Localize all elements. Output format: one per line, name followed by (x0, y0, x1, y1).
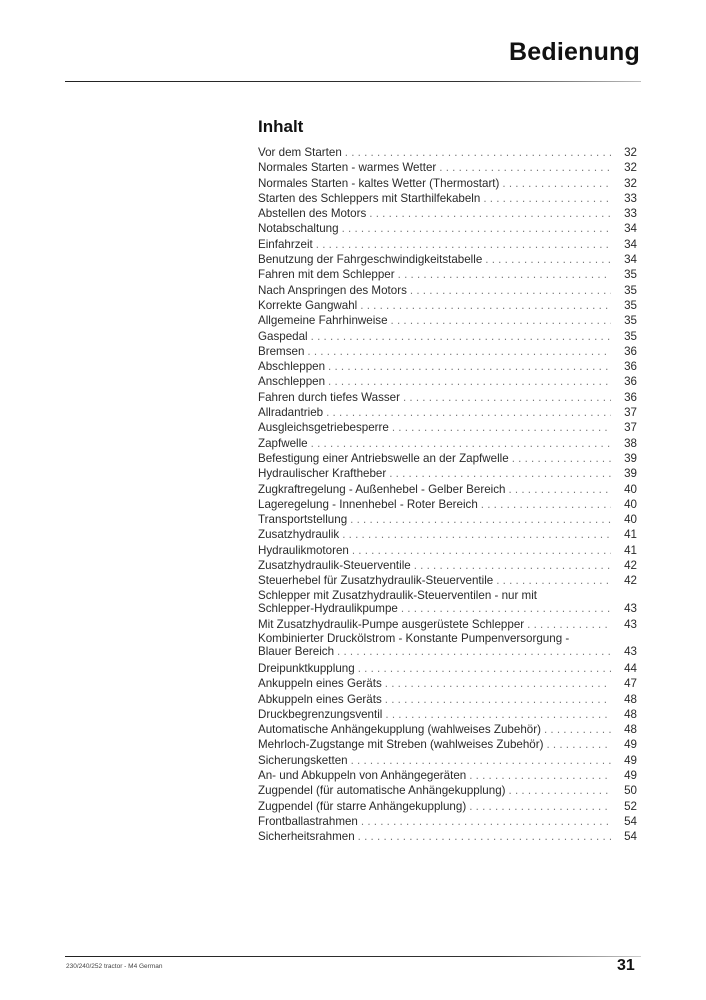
toc-entry-page: 49 (624, 753, 637, 767)
dot-leader (307, 344, 611, 359)
toc-entry-title: Kombinierter Druckölstrom - Konstante Pumpenversorgung - (258, 632, 570, 646)
section-title: Bedienung (509, 38, 640, 66)
page-number: 31 (617, 957, 635, 974)
toc-entry[interactable] (258, 329, 637, 344)
dot-leader (385, 707, 611, 722)
toc-entry-page: 32 (624, 176, 637, 190)
toc-entry[interactable] (258, 176, 637, 191)
dot-leader (414, 558, 611, 573)
toc-entry[interactable] (258, 768, 637, 783)
dot-leader (342, 221, 611, 236)
toc-entry-page: 41 (624, 543, 637, 557)
toc-entry-page: 33 (624, 207, 637, 221)
dot-leader (328, 359, 611, 374)
table-of-contents (258, 145, 637, 844)
toc-entry-title: Abstellen des Motors (258, 207, 367, 221)
dot-leader (345, 145, 611, 160)
toc-entry-title: Zusatzhydraulik (258, 528, 340, 542)
toc-entry-title: An- und Abkuppeln von Anhängegeräten (258, 768, 467, 782)
toc-entry-title: Vor dem Starten (258, 146, 342, 159)
toc-entry-title: Automatische Anhängekupplung (wahlweises Zubehör) (258, 723, 541, 737)
dot-leader (369, 206, 611, 221)
toc-entry-page: 33 (624, 191, 637, 205)
toc-entry-page: 34 (624, 253, 637, 267)
toc-entry[interactable] (258, 252, 637, 267)
dot-leader (483, 191, 611, 206)
toc-entry-title: Lageregelung - Innenhebel - Roter Bereich (258, 497, 478, 511)
toc-entry-title: Befestigung einer Antriebswelle an der Zapfwelle (258, 451, 509, 465)
toc-entry-page: 54 (624, 830, 637, 844)
dot-leader (469, 799, 611, 814)
toc-entry-page: 42 (624, 559, 637, 573)
toc-entry-page: 43 (624, 601, 637, 615)
toc-entry[interactable] (258, 313, 637, 328)
header-rule (65, 81, 641, 82)
dot-leader (398, 267, 611, 282)
toc-entry-title: Benutzung der Fahrgeschwindigkeitstabelle (258, 253, 483, 267)
toc-entry[interactable] (258, 298, 637, 313)
toc-entry-title-cont: Schlepper-Hydraulikpumpe (258, 601, 398, 615)
toc-entry-title: Steuerhebel für Zusatzhydraulik-Steuerventile (258, 574, 494, 588)
dot-leader (350, 512, 611, 527)
toc-entry-page: 41 (624, 528, 637, 542)
dot-leader (527, 617, 611, 632)
toc-entry[interactable] (258, 617, 637, 632)
toc-entry[interactable] (258, 692, 637, 707)
toc-entry-page: 32 (624, 146, 637, 159)
toc-entry[interactable] (258, 374, 637, 389)
toc-entry[interactable] (258, 799, 637, 814)
dot-leader (485, 252, 611, 267)
toc-entry[interactable] (258, 814, 637, 829)
footer-rule (65, 956, 641, 957)
toc-entry[interactable] (258, 283, 637, 298)
dot-leader (385, 676, 611, 691)
toc-entry-title: Hydraulischer Kraftheber (258, 467, 387, 481)
dot-leader (391, 313, 611, 328)
toc-entry-page: 44 (624, 661, 637, 675)
toc-entry[interactable] (258, 543, 637, 558)
toc-entry-title: Normales Starten - kaltes Wetter (Thermostart) (258, 176, 500, 190)
toc-entry-page: 43 (624, 645, 637, 659)
toc-entry[interactable] (258, 753, 637, 768)
toc-entry-page: 40 (624, 513, 637, 527)
dot-leader (512, 451, 611, 466)
toc-entry-page: 37 (624, 406, 637, 420)
toc-entry[interactable] (258, 420, 637, 435)
toc-entry-page: 47 (624, 677, 637, 691)
dot-leader (392, 420, 611, 435)
dot-leader (403, 390, 611, 405)
toc-entry-title: Einfahrzeit (258, 237, 313, 251)
dot-leader (342, 527, 611, 542)
toc-entry[interactable] (258, 191, 637, 206)
dot-leader (361, 814, 611, 829)
toc-entry-page: 49 (624, 768, 637, 782)
toc-entry-title: Sicherheitsrahmen (258, 830, 355, 844)
toc-entry-title: Normales Starten - warmes Wetter (258, 161, 437, 175)
toc-entry[interactable] (258, 497, 637, 512)
toc-entry-title: Schlepper mit Zusatzhydraulik-Steuerventilen - nur mit (258, 588, 538, 602)
toc-entry-title: Frontballastrahmen (258, 814, 358, 828)
toc-entry-page: 34 (624, 222, 637, 236)
toc-entry-title: Anschleppen (258, 375, 326, 389)
toc-entry-title: Bremsen (258, 344, 305, 358)
toc-entry-title: Gaspedal (258, 329, 308, 343)
toc-entry-title: Nach Anspringen des Motors (258, 283, 407, 297)
toc-entry-title: Fahren durch tiefes Wasser (258, 390, 400, 404)
toc-entry-page: 42 (624, 574, 637, 588)
toc-entry-page: 48 (624, 723, 637, 737)
dot-leader (311, 329, 611, 344)
toc-entry-page: 35 (624, 268, 637, 282)
dot-leader (316, 237, 611, 252)
toc-entry-title: Zugkraftregelung - Außenhebel - Gelber Bereich (258, 482, 506, 496)
toc-entry-title-cont: Blauer Bereich (258, 645, 335, 659)
toc-entry-title: Transportstellung (258, 513, 348, 527)
dot-leader (508, 482, 611, 497)
dot-leader (401, 602, 611, 616)
toc-entry-page: 35 (624, 329, 637, 343)
toc-entry-title: Allgemeine Fahrhinweise (258, 314, 388, 328)
dot-leader (496, 573, 611, 588)
toc-entry[interactable] (258, 527, 637, 542)
toc-entry-page: 36 (624, 360, 637, 374)
toc-entry-page: 40 (624, 497, 637, 511)
toc-entry-title: Druckbegrenzungsventil (258, 707, 383, 721)
dot-leader (389, 466, 611, 481)
toc-entry[interactable] (258, 436, 637, 451)
toc-entry-page: 54 (624, 814, 637, 828)
toc-entry-page: 50 (624, 784, 637, 798)
dot-leader (509, 783, 611, 798)
toc-entry-title: Zugpendel (für automatische Anhängekupplung) (258, 784, 506, 798)
toc-entry[interactable] (258, 466, 637, 481)
toc-entry[interactable] (258, 722, 637, 737)
toc-entry-page: 48 (624, 692, 637, 706)
dot-leader (410, 283, 611, 298)
toc-entry[interactable] (258, 737, 637, 752)
dot-leader (502, 176, 611, 191)
dot-leader (358, 829, 611, 844)
toc-entry-page: 32 (624, 161, 637, 175)
toc-entry[interactable] (258, 661, 637, 676)
toc-entry[interactable] (258, 390, 637, 405)
toc-entry[interactable] (258, 451, 637, 466)
toc-entry-page: 43 (624, 618, 637, 632)
toc-entry[interactable] (258, 206, 637, 221)
dot-leader (469, 768, 611, 783)
toc-entry[interactable] (258, 512, 637, 527)
toc-entry-title: Zugpendel (für starre Anhängekupplung) (258, 799, 467, 813)
toc-entry-title: Mit Zusatzhydraulik-Pumpe ausgerüstete Schlepper (258, 618, 525, 632)
toc-entry-title: Notabschaltung (258, 222, 339, 236)
dot-leader (337, 645, 611, 659)
toc-entry[interactable] (258, 145, 637, 160)
toc-entry-title: Ausgleichsgetriebesperre (258, 421, 389, 435)
toc-entry[interactable] (258, 344, 637, 359)
dot-leader (326, 405, 611, 420)
toc-entry-page: 35 (624, 314, 637, 328)
toc-entry-page: 49 (624, 738, 637, 752)
toc-entry[interactable] (258, 558, 637, 573)
dot-leader (439, 160, 611, 175)
dot-leader (385, 692, 611, 707)
toc-entry[interactable] (258, 160, 637, 175)
toc-entry-title: Allradantrieb (258, 406, 324, 420)
toc-entry-title: Abkuppeln eines Geräts (258, 692, 382, 706)
toc-entry[interactable] (258, 359, 637, 374)
toc-entry[interactable] (258, 676, 637, 691)
toc-entry-page: 37 (624, 421, 637, 435)
toc-entry-title: Starten des Schleppers mit Starthilfekabeln (258, 191, 481, 205)
toc-entry[interactable] (258, 221, 637, 236)
dot-leader (351, 753, 611, 768)
dot-leader (546, 737, 611, 752)
toc-entry-page: 36 (624, 375, 637, 389)
toc-entry-title: Sicherungsketten (258, 753, 348, 767)
dot-leader (544, 722, 611, 737)
toc-entry[interactable] (258, 482, 637, 497)
toc-entry-page: 35 (624, 283, 637, 297)
dot-leader (360, 298, 611, 313)
toc-entry-page: 36 (624, 344, 637, 358)
toc-entry[interactable] (258, 237, 637, 252)
toc-entry-page: 52 (624, 799, 637, 813)
toc-entry[interactable] (258, 589, 637, 618)
toc-entry-title: Hydraulikmotoren (258, 543, 349, 557)
toc-entry[interactable] (258, 267, 637, 282)
toc-entry-page: 39 (624, 467, 637, 481)
toc-entry[interactable] (258, 405, 637, 420)
toc-entry-page: 34 (624, 237, 637, 251)
toc-entry-title: Ankuppeln eines Geräts (258, 677, 382, 691)
dot-leader (352, 543, 611, 558)
toc-entry-page: 39 (624, 451, 637, 465)
toc-entry-title: Korrekte Gangwahl (258, 298, 358, 312)
toc-entry-title: Zusatzhydraulik-Steuerventile (258, 559, 411, 573)
toc-entry-page: 38 (624, 436, 637, 450)
dot-leader (311, 436, 611, 451)
footer-doc-id: 230/240/252 tractor - M4 German (66, 963, 163, 970)
dot-leader (358, 661, 611, 676)
toc-entry[interactable] (258, 783, 637, 798)
toc-entry[interactable] (258, 707, 637, 722)
toc-entry-title: Mehrloch-Zugstange mit Streben (wahlweises Zubehör) (258, 738, 544, 752)
toc-entry-title: Abschleppen (258, 360, 326, 374)
toc-entry-page: 35 (624, 298, 637, 312)
toc-entry[interactable] (258, 829, 637, 844)
toc-entry-title: Zapfwelle (258, 436, 308, 450)
toc-entry-page: 40 (624, 482, 637, 496)
toc-entry-title: Fahren mit dem Schlepper (258, 268, 395, 282)
toc-heading: Inhalt (258, 117, 304, 136)
toc-entry[interactable] (258, 632, 637, 661)
dot-leader (328, 374, 611, 389)
toc-entry-title: Dreipunktkupplung (258, 661, 355, 675)
dot-leader (481, 497, 611, 512)
toc-entry-page: 36 (624, 390, 637, 404)
toc-entry-page: 48 (624, 707, 637, 721)
toc-entry[interactable] (258, 573, 637, 588)
